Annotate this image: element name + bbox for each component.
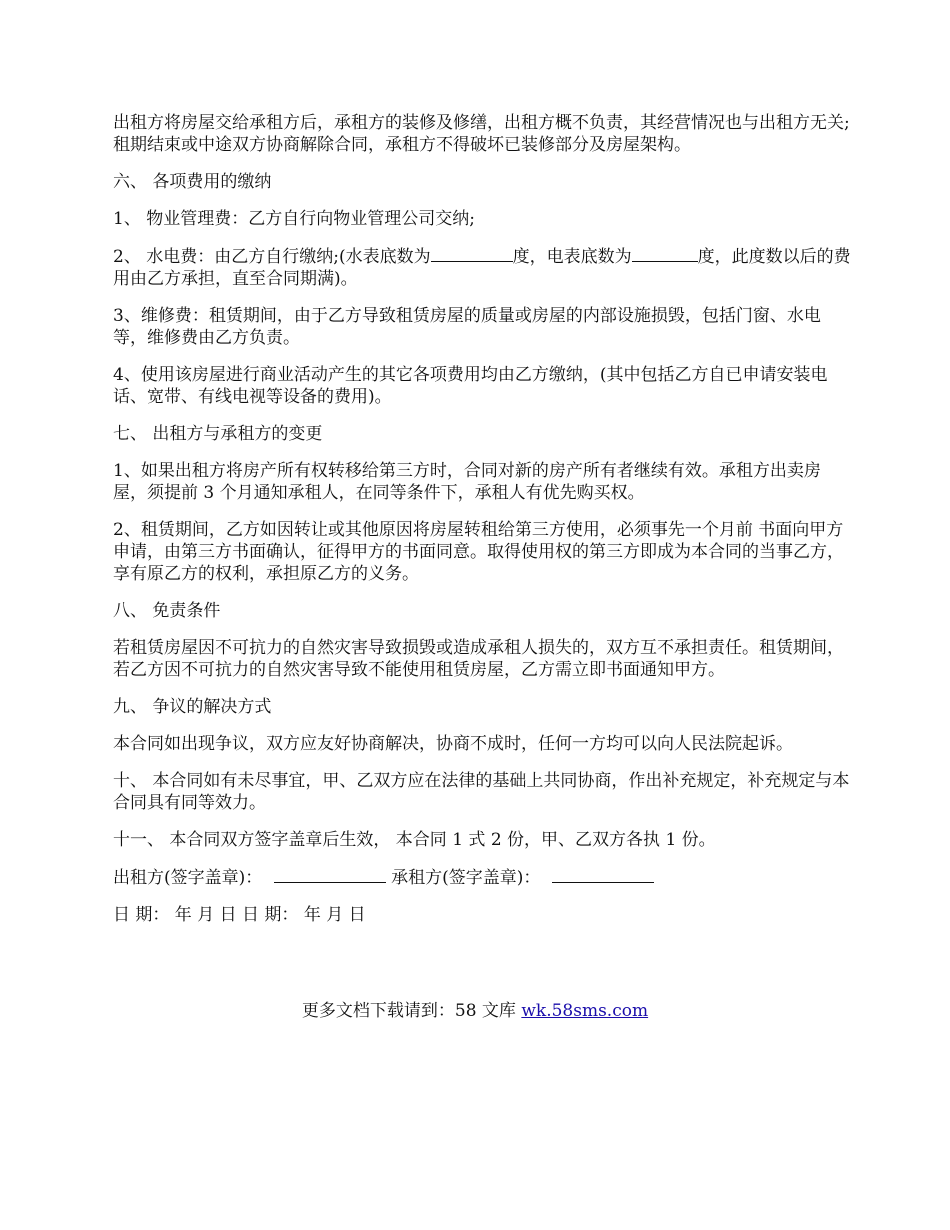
fee-utilities-text-a: 2、 水电费：由乙方自行缴纳;(水表底数为 <box>113 247 431 267</box>
paragraph-fee-repair: 3、维修费：租赁期间，由于乙方导致租赁房屋的质量或房屋的内部设施损毁，包括门窗、水电等，维修费由乙方负责。 <box>113 306 821 348</box>
paragraph-decoration-clause: 出租方将房屋交给承租方后，承租方的装修及修缮，出租方概不负责，其经营情况也与出租方无关;租期结束或中途双方协商解除合同，承租方不得破坏已装修部分及房屋架构。 <box>113 113 850 155</box>
heading-change: 七、 出租方与承租方的变更 <box>113 424 323 444</box>
lessor-signature-label: 出租方(签字盖章)： <box>113 868 263 888</box>
footer-text: 更多文档下载请到：58 文库 <box>301 1001 522 1021</box>
heading-dispute: 九、 争议的解决方式 <box>113 697 272 717</box>
paragraph-fee-utilities <box>113 245 853 290</box>
paragraph-effective: 十一、 本合同双方签字盖章后生效， 本合同 1 式 2 份，甲、乙双方各执 1 份。 <box>113 830 716 850</box>
paragraph-change-sublease: 2、租赁期间，乙方如因转让或其他原因将房屋转租给第三方使用，必须事先一个月前 书面向甲方申请，由第三方书面确认，征得甲方的书面同意。取得使用权的第三方即成为本合同的当事乙方，享有原乙方的权利，承担原乙方的义务。 <box>113 520 844 584</box>
paragraph-exemption: 若租赁房屋因不可抗力的自然灾害导致损毁或造成承租人损失的，双方互不承担责任。租赁期间，若乙方因不可抗力的自然灾害导致不能使用租赁房屋，乙方需立即书面通知甲方。 <box>113 638 844 680</box>
document-page <box>113 112 853 941</box>
paragraph-fee-other: 4、使用该房屋进行商业活动产生的其它各项费用均由乙方缴纳，(其中包括乙方自已申请安装电话、宽带、有线电视等设备的费用)。 <box>113 365 828 407</box>
footer <box>0 1000 950 1022</box>
paragraph-change-ownership: 1、如果出租方将房产所有权转移给第三方时，合同对新的房产所有者继续有效。承租方出卖房屋，须提前 3 个月通知承租人，在同等条件下，承租人有优先购买权。 <box>113 461 821 503</box>
date-row: 日 期： 年 月 日 日 期： 年 月 日 <box>113 905 366 925</box>
footer-link[interactable]: wk.58sms.com <box>521 1001 649 1021</box>
paragraph-supplement: 十、 本合同如有未尽事宜，甲、乙双方应在法律的基础上共同协商，作出补充规定，补充规定与本合同具有同等效力。 <box>113 771 850 813</box>
lessee-signature-blank <box>552 866 654 883</box>
fee-utilities-text-b: 度，电表底数为 <box>512 247 632 267</box>
heading-fees: 六、 各项费用的缴纳 <box>113 172 272 192</box>
lessor-signature-blank <box>274 866 386 883</box>
paragraph-fee-property: 1、 物业管理费：乙方自行向物业管理公司交纳; <box>113 209 475 229</box>
electric-meter-blank <box>632 245 698 262</box>
lessee-signature-label: 承租方(签字盖章)： <box>391 868 541 888</box>
fee-utilities-text-c: 度，此度数以后的费用由乙方承担，直至合同期满)。 <box>113 247 851 289</box>
heading-exemption: 八、 免责条件 <box>113 601 221 621</box>
signature-row <box>113 866 853 889</box>
paragraph-dispute: 本合同如出现争议，双方应友好协商解决，协商不成时，任何一方均可以向人民法院起诉。 <box>113 734 793 754</box>
water-meter-blank <box>431 245 513 262</box>
